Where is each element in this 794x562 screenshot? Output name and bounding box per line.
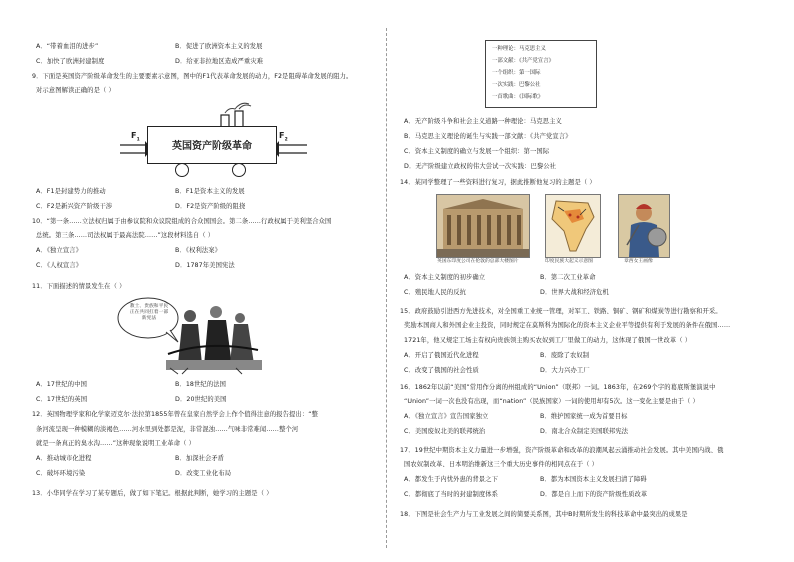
q11-option-a[interactable]: A．17世纪的中国 (36, 381, 88, 388)
notes-row: 一次实践：巴黎公社 (492, 82, 541, 88)
q11-option-c[interactable]: C．17世纪的英国 (36, 396, 88, 403)
q17-option-a[interactable]: A．都发生于内忧外患的背景之下 (404, 476, 498, 483)
q10-option-c[interactable]: C．《人权宣言》 (36, 262, 83, 269)
q9-option-a[interactable]: A．F1是封建势力的推动 (36, 188, 106, 195)
q14-stem: 14．某同学整理了一些资料进行复习，据此推断他复习的主题是（ ） (400, 179, 596, 186)
q10-option-b[interactable]: B．《权利法案》 (175, 247, 222, 254)
cart-wheel-right (232, 163, 246, 177)
q16-option-c[interactable]: C．美国废奴北美的联邦统治 (404, 428, 486, 435)
notes-row: 一种理论：马克思主义 (492, 46, 546, 52)
q17-option-d[interactable]: D．都是自上而下的资产阶级性质改革 (540, 491, 648, 498)
q13-option-c[interactable]: C．资本主义制度的确立与发展一个组织：第一国际 (404, 148, 550, 155)
q9-option-b[interactable]: B．F1是资本主义的发展 (175, 188, 245, 195)
q15-option-c[interactable]: C．改变了俄国的社会性质 (404, 367, 479, 374)
q10-option-d[interactable]: D．1787年美国宪法 (175, 262, 235, 269)
q14-option-a[interactable]: A．资本主义制度的初步确立 (404, 274, 486, 281)
q12-stem-line2: 条河流呈现一种模糊的淡褐色……河水里到处都是泥，非常混浊……气味非常难闻……整个河 (36, 426, 299, 433)
f1-label: $F_1$ (131, 131, 140, 143)
notes-row: 一个组织：第一国际 (492, 70, 541, 76)
q17-stem-line1: 17．19世纪中期资本主义力量进一步增强，资产阶级革命和改革的浪潮风起云涌推动社会发展。其中美国内战、俄 (400, 447, 724, 454)
q12-option-d[interactable]: D．改变工业化布局 (175, 470, 232, 477)
q11-stem: 11．下面描述的情景发生在（ ） (32, 283, 126, 290)
q12-option-c[interactable]: C．破坏环境污染 (36, 470, 86, 477)
q11-option-b[interactable]: B．18世纪的法国 (175, 381, 227, 388)
q15-option-a[interactable]: A．开启了俄国近代化进程 (404, 352, 479, 359)
q12-stem-line1: 12．英国物理学家和化学家迈克尔·法拉第1855年曾在皇家自然学会上作个值得注意的报告提出：“整 (32, 411, 318, 418)
q13-notes-box (485, 40, 597, 108)
q14-picture-portrait (618, 194, 670, 258)
q12-option-b[interactable]: B．加深社会矛盾 (175, 455, 225, 462)
q14-caption-2: 印度民族大起义示意图 (545, 259, 593, 264)
q14-caption-3: 章西女王画像 (624, 259, 653, 264)
q15-stem-line1: 15．政府鼓励引进西方先进技术，对全国重工业统一管理，对军工、铁路、铜矿、钢矿和煤炭等进行勘察和开采。 (400, 308, 722, 315)
q14-picture-building (436, 194, 530, 258)
column-divider (386, 28, 387, 548)
q12-stem-line3: 就是一条真正的臭水沟……”这种现象说明工业革命（ ） (36, 440, 195, 447)
q9-cart (147, 126, 277, 164)
notes-row: 一部文献：《共产党宣言》 (492, 58, 554, 64)
q8-option-b[interactable]: B．促进了欧洲资本主义的发展 (175, 43, 263, 50)
q9-option-d[interactable]: D．F2是资产阶级的阻挠 (175, 203, 246, 210)
q13-option-a[interactable]: A．无产阶级斗争和社会主义道路一种理论：马克思主义 (404, 118, 562, 125)
q11-speech-bubble-text: 教士、贵族和平民正在共同扛着一部新宪法 (129, 304, 169, 321)
q16-option-b[interactable]: B．维护国家统一成为首要目标 (540, 413, 628, 420)
q15-stem-line3: 1721年，他又规定工场主有权向贵族领主购买农奴到工厂里做工的动力，这体现了俄国一世改革（ ） (404, 337, 692, 344)
f2-label: $F_2$ (279, 131, 288, 143)
cart-wheel-left (175, 163, 189, 177)
q17-stem-line2: 国农奴制改革、日本明治维新这三个重大历史事件的相同点在于（ ） (404, 461, 599, 468)
q13-option-d[interactable]: D．无产阶级建立政权的伟大尝试一次实践：巴黎公社 (404, 163, 557, 170)
q15-option-d[interactable]: D．大力兴办工厂 (540, 367, 590, 374)
q10-option-a[interactable]: A．《独立宣言》 (36, 247, 83, 254)
q13-stem: 13．小华同学在学习了某专题后，做了如下笔记。根据此判断，她学习的主题是（ ） (32, 490, 273, 497)
q16-option-d[interactable]: D．南北合众制定美国联邦宪法 (540, 428, 629, 435)
building-drawing (437, 195, 529, 257)
q14-option-b[interactable]: B．第二次工业革命 (540, 274, 596, 281)
notes-row: 一首歌曲：《国际歌》 (492, 94, 544, 100)
q14-picture-map (545, 194, 601, 258)
q18-stem: 18．下图是社会生产力与工业发展之间的简要关系图，其中B时期所发生的科技革命中最突出的成果是 (400, 511, 688, 518)
q17-option-c[interactable]: C．都彻底了当时的封建制度体系 (404, 491, 499, 498)
q14-option-c[interactable]: C．殖民地人民的反抗 (404, 289, 467, 296)
q17-option-b[interactable]: B．都为本国资本主义发展扫清了障碍 (540, 476, 647, 483)
q15-option-b[interactable]: B．废除了农奴制 (540, 352, 590, 359)
q15-stem-line2: 奖励本国商人和外国企业主投资，同时规定在莫斯科为国际化的资本主义企业平等提供有利于发展的条件在俄国…… (404, 322, 731, 329)
india-map-drawing (546, 195, 600, 257)
queen-portrait-drawing (619, 195, 669, 257)
q9-cart-label: 英国资产阶级革命 (172, 141, 252, 152)
q9-stem-line2: 对示意图解读正确的是（ ） (36, 87, 115, 94)
q9-option-c[interactable]: C．F2是新兴资产阶级干涉 (36, 203, 113, 210)
q10-stem-line1: 10．“第一条……立法权归属于由参议院和众议院组成的合众国国会。第二条……行政权属于美利坚合众国 (32, 218, 332, 225)
q8-option-d[interactable]: D．给亚非拉地区造成严重灾难 (175, 58, 264, 65)
q11-cartoon (108, 294, 268, 376)
q14-option-d[interactable]: D．世界大战和经济危机 (540, 289, 609, 296)
q8-option-a[interactable]: A．“带着血泪的进步” (36, 43, 99, 50)
q14-caption-1: 英国东印度公司在伦敦的总部大楼图片 (437, 259, 519, 264)
q9-stem-line1: 9．下面是英国资产阶级革命发生的主要要素示意图，图中的F1代表革命发展的动力，F2是阻碍革命发展的阻力。 (32, 73, 353, 80)
q8-option-c[interactable]: C．加快了欧洲封建制度 (36, 58, 105, 65)
q10-stem-line2: 总统。第三条……司法权属于最高法院……”这段材料选自（ ） (36, 232, 215, 239)
q13-option-b[interactable]: B．马克思主义理论的诞生与实践一部文献：《共产党宣言》 (404, 133, 572, 140)
q16-stem-line2: “Union”一词一次也没有出现，而“nation”（民族国家）一词的使用却有5次。这一变化主要是由于（ ） (404, 398, 699, 405)
q16-stem-line1: 16．1862年以前“美国”常用作分离的州组成的“Union”（联邦）一词。1863年，在269个字的葛底斯堡演说中 (400, 384, 716, 391)
q11-option-d[interactable]: D．20世纪的美国 (175, 396, 227, 403)
q12-option-a[interactable]: A．推动城市化进程 (36, 455, 92, 462)
q16-option-a[interactable]: A．《独立宣言》宣告国家独立 (404, 413, 489, 420)
